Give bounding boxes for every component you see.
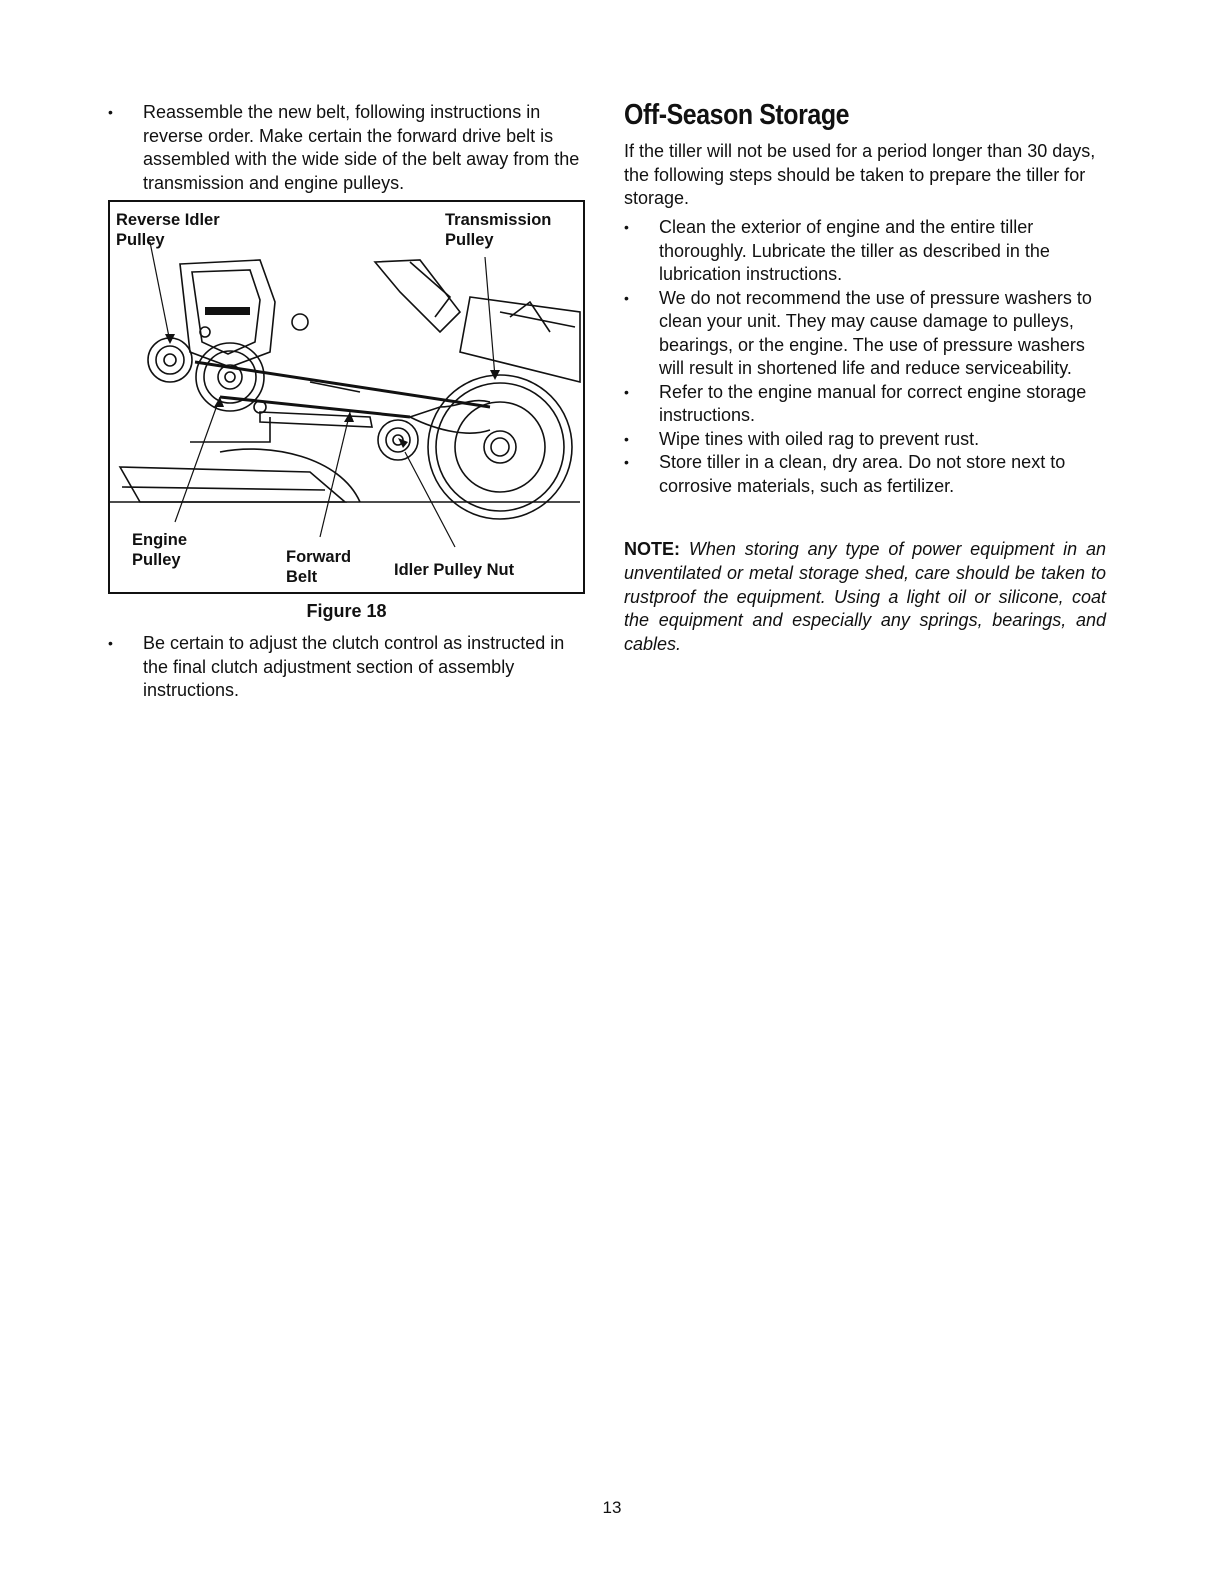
bullet-list-top — [108, 101, 588, 195]
storage-steps-list — [624, 216, 1109, 498]
label-forward-belt: Forward Belt — [286, 548, 352, 586]
list-item: • Refer to the engine manual for correct engine storage instructions. — [624, 381, 1109, 428]
label-reverse-idler-pulley: Reverse Idler Pulley — [116, 211, 220, 249]
page-number: 13 — [602, 1498, 622, 1517]
list-item: • Reassemble the new belt, following instructions in reverse order. Make certain the forward drive belt is assembled with the wide side of the belt away from the transmission and engine pulleys. — [108, 101, 588, 195]
list-item: • We do not recommend the use of pressure washers to clean your unit. They may cause damage to pulleys, bearings, or the engine. The use of pressure washers will result in shortened life and reduce serviceability. — [624, 287, 1109, 381]
list-item: • Clean the exterior of engine and the entire tiller thoroughly. Lubricate the tiller as described in the lubrication instructions. — [624, 216, 1109, 287]
intro-paragraph: If the tiller will not be used for a period longer than 30 days, the following steps should be taken to prepare the tiller for storage. — [624, 141, 1096, 208]
figure-18 — [108, 200, 585, 594]
note-text: When storing any type of power equipment in an unventilated or metal storage shed, care should be taken to rustproof the equipment. Using a light oil or silicone, coat the equipment and especially any springs, bearings, and cables. — [624, 539, 1106, 655]
label-engine-pulley: Engine Pulley — [132, 531, 188, 569]
label-transmission-pulley: Transmission Pulley — [445, 211, 552, 249]
note-label: NOTE: — [624, 539, 680, 559]
list-item: • Store tiller in a clean, dry area. Do not store next to corrosive materials, such as fertilizer. — [624, 451, 1109, 498]
bullet-list-bottom — [108, 632, 588, 703]
section-title: Off-Season Storage — [624, 99, 850, 131]
list-item: • Be certain to adjust the clutch control as instructed in the final clutch adjustment section of assembly instructions. — [108, 632, 588, 703]
figure-caption: Figure 18 — [306, 601, 387, 621]
label-idler-pulley-nut: Idler Pulley Nut — [394, 561, 515, 579]
note-paragraph — [624, 538, 1106, 657]
list-item: • Wipe tines with oiled rag to prevent rust. — [624, 428, 1109, 452]
